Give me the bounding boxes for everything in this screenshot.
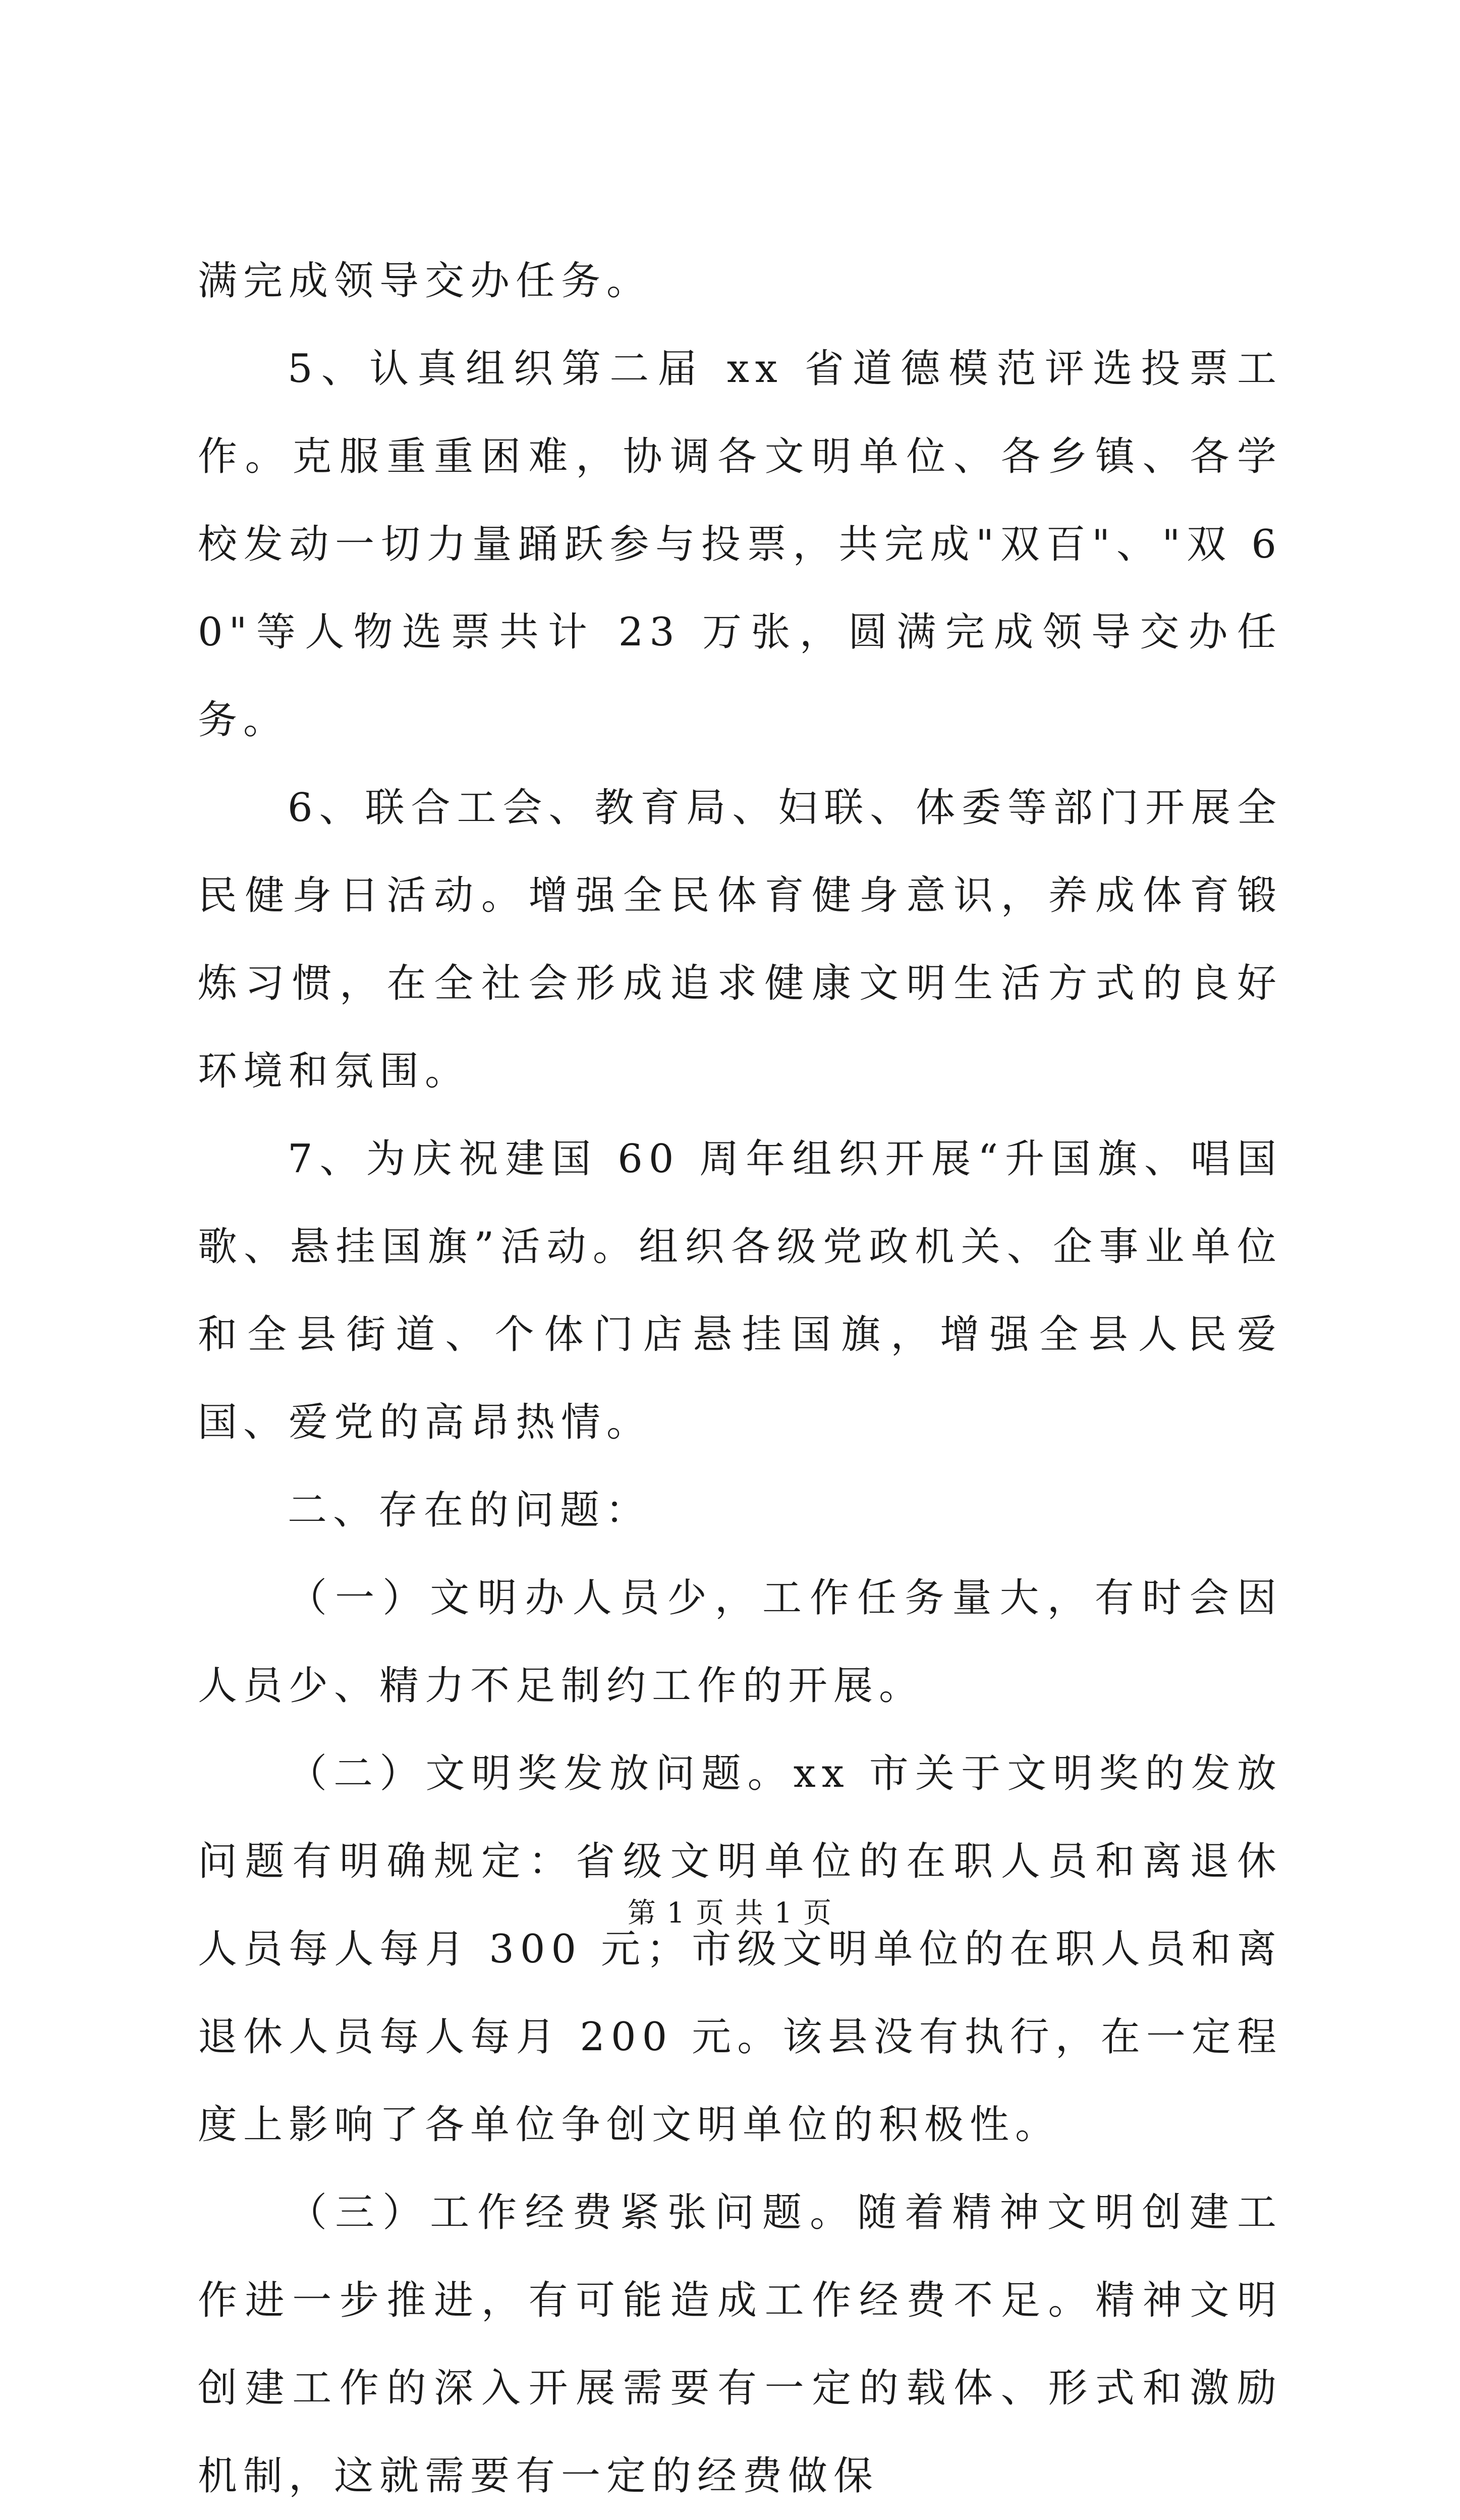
paragraph-problem-2: （二）文明奖发放问题。xx 市关于文明奖的发放问题有明确规定：省级文明单位的在职人员和离退休人员每人每月 300 元；市级文明单位的在职人员和离退休人员每人每月 200 元。该县没有执行，在一定程度上影响了各单位争创文明单位的积极性。	[198, 1751, 1282, 2148]
paragraph-problem-3: （三）工作经费紧张问题。随着精神文明创建工作进一步推进，有可能造成工作经费不足。精神文明创建工作的深入开展需要有一定的载体、形式和激励机制，这就需要有一定的经费做保	[198, 2190, 1282, 2499]
paragraph-problem-1: （一）文明办人员少，工作任务量大，有时会因人员少、精力不足制约工作的开展。	[198, 1575, 1282, 1709]
section-heading-problems: 二、存在的问题：	[288, 1488, 651, 1533]
paragraph-item-5: 5、认真组织第二届 xx 省道德模范评选投票工作。克服重重困难，协调各文明单位、各乡镇、各学校发动一切力量踊跃参与投票，共完成"双百"、"双 60"等人物选票共计 23 万张，圆满完成领导交办任务。	[198, 346, 1282, 743]
paragraph-continuation: 满完成领导交办任务。	[198, 258, 652, 304]
paragraph-item-6: 6、联合工会、教育局、妇联、体委等部门开展全民健身日活动。增强全民体育健身意识，养成体育锻炼习惯，在全社会形成追求健康文明生活方式的良好环境和氛围。	[198, 785, 1282, 1094]
paragraph-item-7: 7、为庆祝建国 60 周年组织开展“升国旗、唱国歌、悬挂国旗”活动。组织各级党政机关、企事业单位和全县街道、个体门店悬挂国旗，增强全县人民爱国、爱党的高昂热情。	[198, 1136, 1282, 1445]
document-body	[198, 237, 1282, 2520]
page-footer: 第 1 页 共 1 页	[627, 1897, 833, 1930]
